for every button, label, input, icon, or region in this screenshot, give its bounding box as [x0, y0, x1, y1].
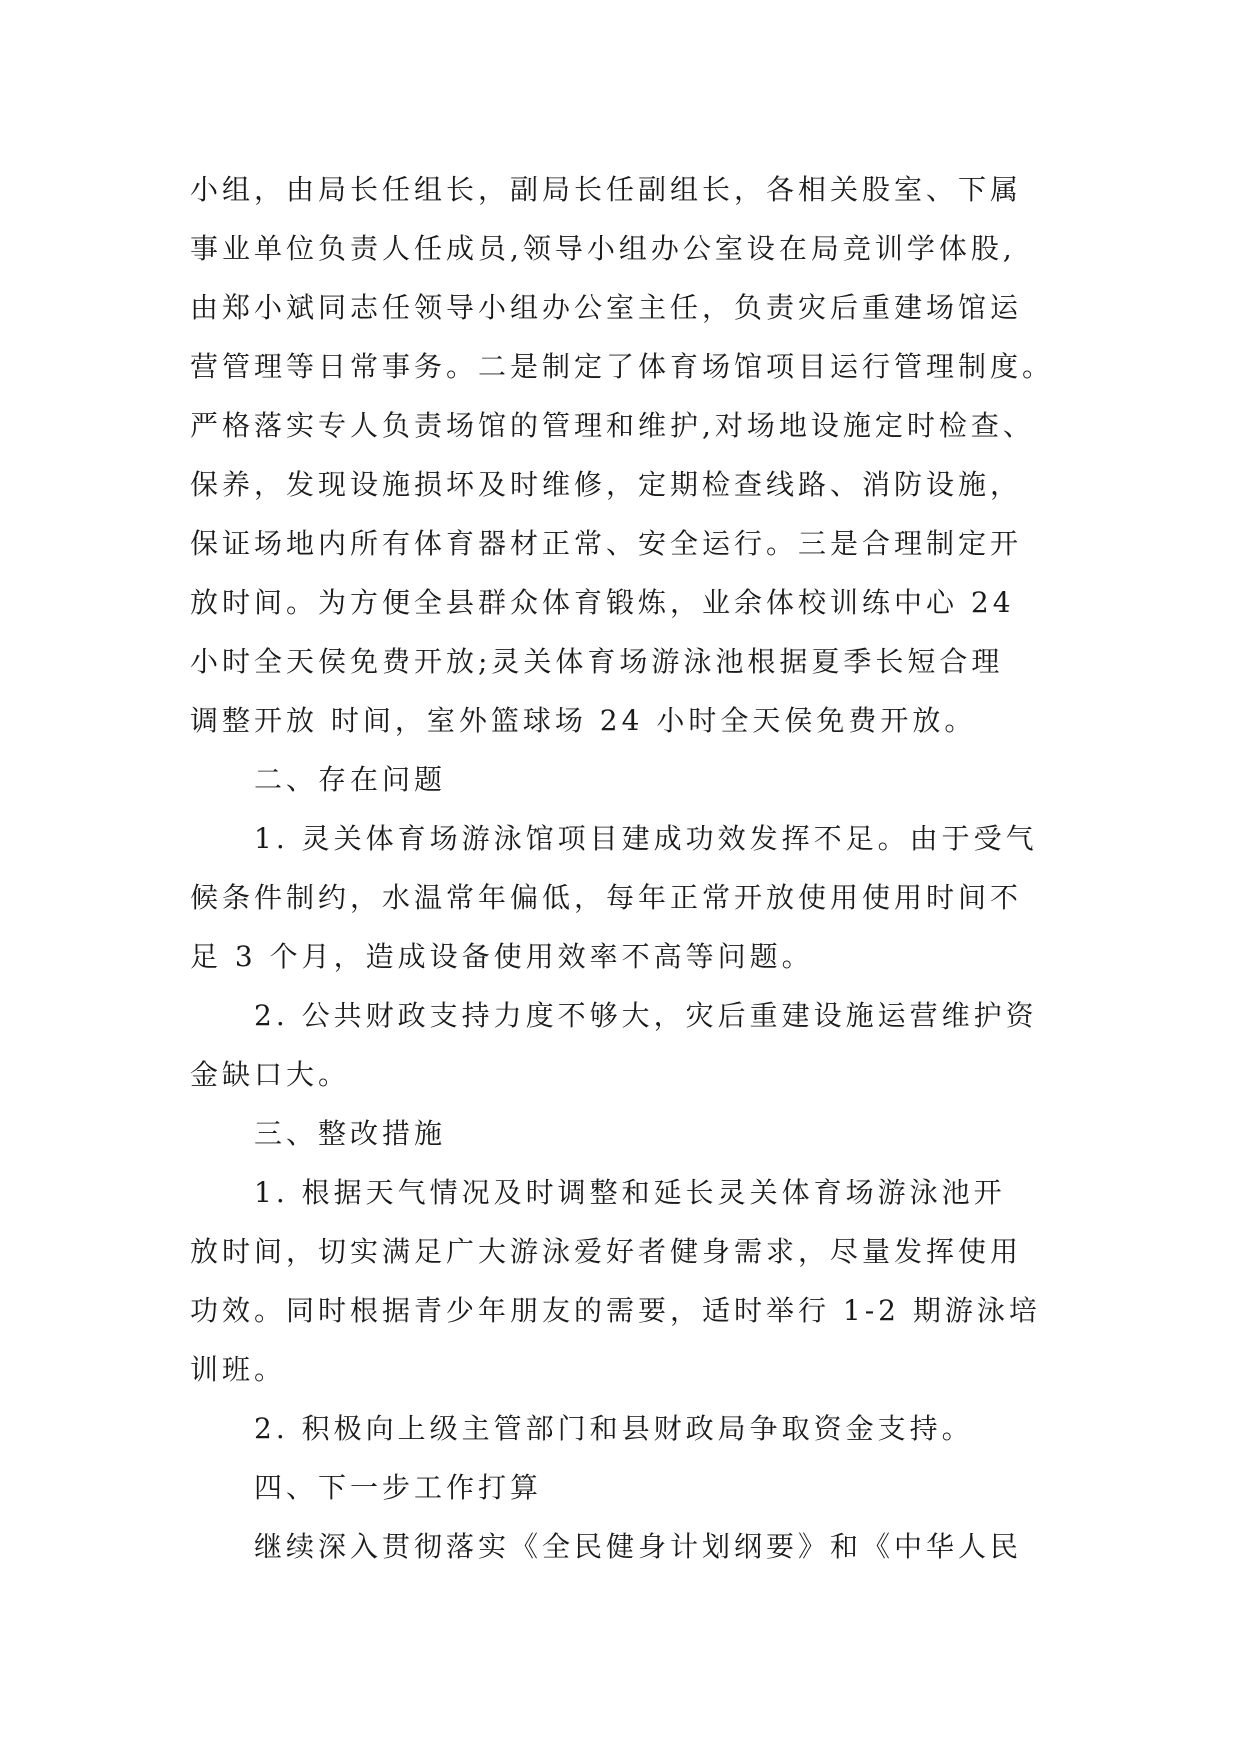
text-line: 保证场地内所有体育器材正常、安全运行。三是合理制定开	[190, 527, 1023, 560]
text-line: 候条件制约，水温常年偏低，每年正常开放使用使用时间不	[190, 881, 1023, 914]
document-body	[190, 160, 1060, 1576]
text-line: 营管理等日常事务。二是制定了体育场馆项目运行管理制度。	[190, 350, 1055, 383]
text-line: 小组，由局长任组长，副局长任副组长，各相关股室、下属	[190, 173, 1023, 206]
text-line: 训班。	[190, 1353, 287, 1386]
text-line: 2. 积极向上级主管部门和县财政局争取资金支持。	[254, 1412, 974, 1445]
text-line: 2. 公共财政支持力度不够大，灾后重建设施运营维护资	[254, 999, 1038, 1032]
text-line: 放时间。为方便全县群众体育锻炼，业余体校训练中心 24	[190, 586, 1015, 619]
text-line: 三、整改措施	[254, 1117, 447, 1150]
text-line: 二、存在问题	[254, 763, 447, 796]
text-line: 功效。同时根据青少年朋友的需要，适时举行 1-2 期游泳培	[190, 1294, 1041, 1327]
text-line: 严格落实专人负责场馆的管理和维护,对场地设施定时检查、	[190, 409, 1035, 442]
text-line: 金缺口大。	[190, 1058, 351, 1091]
text-line: 足 3 个月，造成设备使用效率不高等问题。	[190, 940, 814, 973]
text-line: 小时全天侯免费开放;灵关体育场游泳池根据夏季长短合理	[190, 645, 1004, 678]
text-line: 由郑小斌同志任领导小组办公室主任，负责灾后重建场馆运	[190, 291, 1023, 324]
text-line: 调整开放 时间，室外篮球场 24 小时全天侯免费开放。	[190, 704, 977, 737]
text-line: 放时间，切实满足广大游泳爱好者健身需求，尽量发挥使用	[190, 1235, 1023, 1268]
text-line: 1. 根据天气情况及时调整和延长灵关体育场游泳池开	[254, 1176, 1006, 1209]
text-line: 1. 灵关体育场游泳馆项目建成功效发挥不足。由于受气	[254, 822, 1038, 855]
text-line: 保养，发现设施损坏及时维修，定期检查线路、消防设施，	[190, 468, 1023, 501]
text-line: 四、下一步工作打算	[254, 1471, 543, 1504]
text-line: 事业单位负责人任成员,领导小组办公室设在局竞训学体股,	[190, 232, 1016, 265]
text-line: 继续深入贯彻落实《全民健身计划纲要》和《中华人民	[254, 1530, 1023, 1563]
